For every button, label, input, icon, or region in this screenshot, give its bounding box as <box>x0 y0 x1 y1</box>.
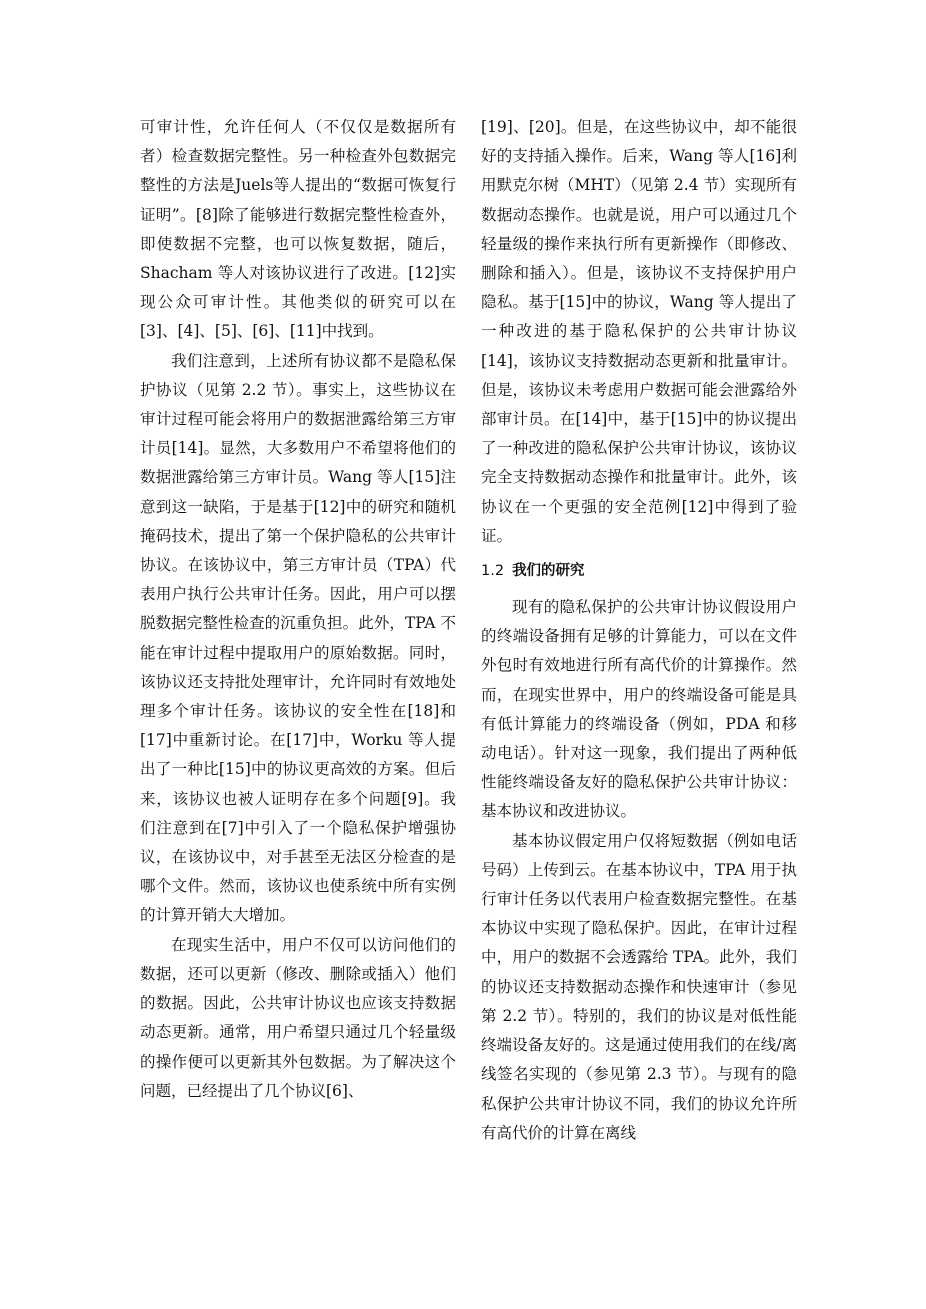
right-paragraph-continued: [19]、[20]。但是，在这些协议中，却不能很好的支持插入操作。后来，Wang 等人[16]利用默克尔树（MHT）（见第 2.4 节）实现所有数据动态操作。也就是说，用户可以通过几个轻量级的操作来执行所有更新操作（即修改、删除和插入）。但是，该协议不支持保护用户隐私。基于[15]中的协议，Wang 等人提出了一种改进的基于隐私保护的公共审计协议[14]，该协议支持数据动态更新和批量审计。但是，该协议未考虑用户数据可能会泄露给外部审计员。在[14]中，基于[15]中的协议提出了一种改进的隐私保护公共审计协议，该协议完全支持数据动态操作和批量审计。此外，该协议在一个更强的安全范例[12]中得到了验证。 <box>481 118 797 545</box>
right-column <box>481 113 797 1148</box>
left-paragraph-1: 可审计性，允许任何人（不仅仅是数据所有者）检查数据完整性。另一种检查外包数据完整性的方法是Juels等人提出的“数据可恢复行证明”。[8]除了能够进行数据完整性检查外，即使数据不完整，也可以恢复数据，随后，Shacham 等人对该协议进行了改进。[12]实现公众可审计性。其他类似的研究可以在[3]、[4]、[5]、[6]、[11]中找到。 <box>140 118 456 341</box>
left-paragraph-3: 在现实生活中，用户不仅可以访问他们的数据，还可以更新（修改、删除或插入）他们的数据。因此，公共审计协议也应该支持数据动态更新。通常，用户希望只通过几个轻量级的操作便可以更新其外包数据。为了解决这个问题，已经提出了几个协议[6]、 <box>140 935 456 1100</box>
section-number: 1.2 <box>481 563 505 580</box>
section-title: 我们的研究 <box>512 563 585 580</box>
left-column <box>140 113 456 1106</box>
right-paragraph-2: 基本协议假定用户仅将短数据（例如电话号码）上传到云。在基本协议中，TPA 用于执行审计任务以代表用户检查数据完整性。在基本协议中实现了隐私保护。因此，在审计过程中，用户的数据不会透露给 TPA。此外，我们的协议还支持数据动态操作和快速审计（参见第 2.2 节）。特别的，我们的协议是对低性能终端设备友好的。这是通过使用我们的在线/离线签名实现的（参见第 2.3 节）。与现有的隐私保护公共审计协议不同，我们的协议允许所有高代价的计算在离线 <box>481 831 797 1142</box>
right-paragraph-1: 现有的隐私保护的公共审计协议假设用户的终端设备拥有足够的计算能力，可以在文件外包时有效地进行所有高代价的计算操作。然而，在现实世界中，用户的终端设备可能是具有低计算能力的终端设备（例如，PDA 和移动电话）。针对这一现象，我们提出了两种低性能终端设备友好的隐私保护公共审计协议：基本协议和改进协议。 <box>481 598 797 821</box>
section-heading <box>481 559 797 583</box>
left-paragraph-2: 我们注意到，上述所有协议都不是隐私保护协议（见第 2.2 节）。事实上，这些协议在审计过程可能会将用户的数据泄露给第三方审计员[14]。显然，大多数用户不希望将他们的数据泄露给第三方审计员。Wang 等人[15]注意到这一缺陷，于是基于[12]中的研究和随机掩码技术，提出了第一个保护隐私的公共审计协议。在该协议中，第三方审计员（TPA）代表用户执行公共审计任务。因此，用户可以摆脱数据完整性检查的沉重负担。此外，TPA 不能在审计过程中提取用户的原始数据。同时，该协议还支持批处理审计，允许同时有效地处理多个审计任务。该协议的安全性在[18]和[17]中重新讨论。在[17]中，Worku 等人提出了一种比[15]中的协议更高效的方案。但后来，该协议也被人证明存在多个问题[9]。我们注意到在[7]中引入了一个隐私保护增强协议，在该协议中，对手甚至无法区分检查的是哪个文件。然而，该协议也使系统中所有实例的计算开销大大增加。 <box>140 351 456 925</box>
